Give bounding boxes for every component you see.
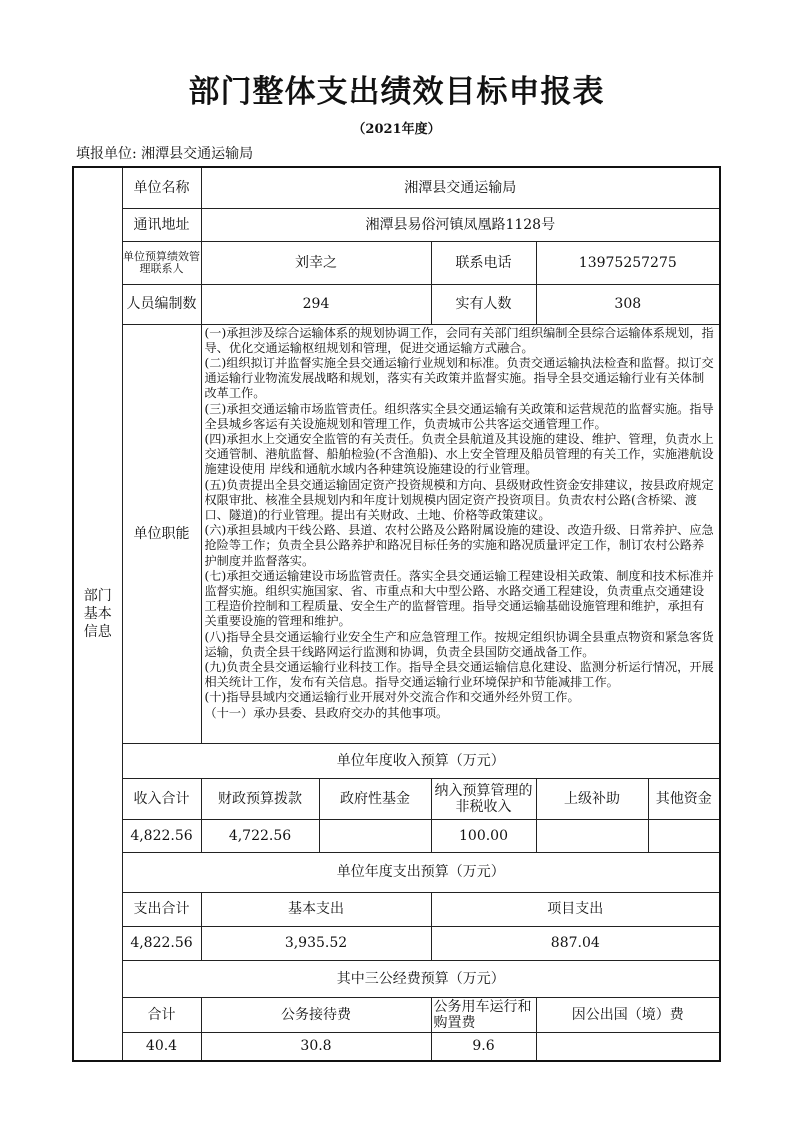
duty-item: （十一）承办县委、县政府交办的其他事项。 <box>204 705 449 720</box>
report-year: （2021年度） <box>352 122 441 137</box>
income-header: 其他资金 <box>648 778 720 819</box>
income-value: 100.00 <box>431 819 536 852</box>
section-label: 部门基本信息 <box>73 167 122 1061</box>
filling-unit <box>76 143 253 163</box>
three-public-header: 合计 <box>122 997 201 1032</box>
expense-title: 单位年度支出预算（万元） <box>122 852 720 892</box>
filling-unit-label: 填报单位: <box>76 146 137 162</box>
three-public-header: 公务接待费 <box>201 997 431 1032</box>
three-public-value: 30.8 <box>201 1032 431 1061</box>
three-public-value <box>536 1032 720 1061</box>
row-income-values <box>73 819 720 852</box>
duty-item: (九)负责全县交通运输行业科技工作。指导全县交通运输信息化建设、监测分析运行情况，开展相关统计工作，发布有关信息。指导交通运输行业环境保护和节能减排工作。 <box>204 659 714 690</box>
row-expense-headers <box>73 892 720 926</box>
row-duties <box>73 324 720 743</box>
row-three-public-title <box>73 960 720 997</box>
phone-label: 联系电话 <box>431 241 536 284</box>
duty-item: (二)组织拟订并监督实施全县交通运输行业规划和标准。负责交通运输执法检查和监督。拟订交通运输行业物流发展战略和规划，落实有关政策并监督实施。指导全县交通运输行业有关体制改革工作。 <box>204 355 714 401</box>
expense-value: 4,822.56 <box>122 926 201 960</box>
row-address <box>73 208 720 241</box>
staff-actual-value: 308 <box>536 284 720 324</box>
duty-item: (十)指导县域内交通运输行业开展对外交流合作和交通外经外贸工作。 <box>204 690 580 705</box>
contact-value: 刘幸之 <box>201 241 431 284</box>
income-value: 4,722.56 <box>201 819 319 852</box>
duties-text <box>201 324 720 743</box>
address-value: 湘潭县易俗河镇凤凰路1128号 <box>201 208 720 241</box>
duty-item: (三)承担交通运输市场监管责任。组织落实全县交通运输有关政策和运营规范的监督实施。指导全县城乡客运有关设施规划和管理工作，负责城市公共客运交通管理工作。 <box>204 401 714 431</box>
staff-actual-label: 实有人数 <box>431 284 536 324</box>
page-title: 部门整体支出绩效目标申报表 <box>188 74 605 110</box>
phone-value: 13975257275 <box>536 241 720 284</box>
three-public-value: 40.4 <box>122 1032 201 1061</box>
expense-value: 887.04 <box>431 926 720 960</box>
income-header: 收入合计 <box>122 778 201 819</box>
unit-name-label: 单位名称 <box>122 167 201 208</box>
row-income-headers <box>73 778 720 819</box>
row-three-public-values <box>73 1032 720 1061</box>
three-public-title: 其中三公经费预算（万元） <box>122 960 720 997</box>
three-public-value: 9.6 <box>431 1032 536 1061</box>
duty-item: (四)承担水上交通安全监管的有关责任。负责全县航道及其设施的建设、维护、管理，负责水上交通管制、港航监督、船舶检验(不含渔船)、水上安全管理及船员管理的有关工作，实施港航设施建设使用 岸线和通航水域内各种建筑设施建设的行业管理。 <box>204 431 714 477</box>
expense-header: 基本支出 <box>201 892 431 926</box>
three-public-header: 因公出国（境）费 <box>536 997 720 1032</box>
income-header: 政府性基金 <box>319 778 431 819</box>
row-expense-title <box>73 852 720 892</box>
expense-header: 支出合计 <box>122 892 201 926</box>
duty-item: (六)承担县域内干线公路、县道、农村公路及公路附属设施的建设、改造升级、日常养护、应急抢险等工作；负责全县公路养护和路况目标任务的实施和路况质量评定工作，制订农村公路养护制度并监督落实。 <box>204 523 714 568</box>
income-value <box>648 819 720 852</box>
income-value <box>536 819 648 852</box>
row-staff <box>73 284 720 324</box>
duty-item: (一)承担涉及综合运输体系的规划协调工作，会同有关部门组织编制全县综合运输体系规划，指导、优化交通运输枢纽规划和管理，促进交通运输方式融合。 <box>204 325 714 355</box>
three-public-header: 公务用车运行和购置费 <box>431 997 536 1032</box>
staff-quota-label: 人员编制数 <box>122 284 201 324</box>
row-contact <box>73 241 720 284</box>
duty-item: (七)承担交通运输建设市场监管责任。落实全县交通运输工程建设相关政策、制度和技术标准并监督实施。组织实施国家、省、市重点和大中型公路、水路交通工程建设，负责重点交通建设工程造价控制和工程质量、安全生产的监督管理。指导交通运输基础设施管理和维护，承担有关重要设施的管理和维护。 <box>204 568 714 629</box>
row-three-public-headers <box>73 997 720 1032</box>
filling-unit-value: 湘潭县交通运输局 <box>141 146 254 162</box>
income-header: 财政预算拨款 <box>201 778 319 819</box>
expense-header: 项目支出 <box>431 892 720 926</box>
address-label: 通讯地址 <box>122 208 201 241</box>
row-expense-values <box>73 926 720 960</box>
staff-quota-value: 294 <box>201 284 431 324</box>
unit-name-value: 湘潭县交通运输局 <box>201 167 720 208</box>
income-header: 上级补助 <box>536 778 648 819</box>
row-unit-name <box>73 167 720 208</box>
performance-table <box>72 166 721 1062</box>
duty-item: (五)负责提出全县交通运输固定资产投资规模和方向、县级财政性资金安排建议，按县政府规定权限审批、核准全县规划内和年度计划规模内固定资产投资项目。负责农村公路(含桥梁、渡口、隧道)的行业管理。提出有关财政、土地、价格等政策建议。 <box>204 477 714 522</box>
row-income-title <box>73 743 720 778</box>
income-header: 纳入预算管理的非税收入 <box>431 778 536 819</box>
income-value <box>319 819 431 852</box>
duties-label: 单位职能 <box>122 324 201 743</box>
duty-item: (八)指导全县交通运输行业安全生产和应急管理工作。按规定组织协调全县重点物资和紧急客货运输，负责全县干线路网运行监测和协调，负责全县国防交通战备工作。 <box>204 629 714 659</box>
income-value: 4,822.56 <box>122 819 201 852</box>
contact-label: 单位预算绩效管理联系人 <box>122 241 201 284</box>
income-title: 单位年度收入预算（万元） <box>122 743 720 778</box>
expense-value: 3,935.52 <box>201 926 431 960</box>
